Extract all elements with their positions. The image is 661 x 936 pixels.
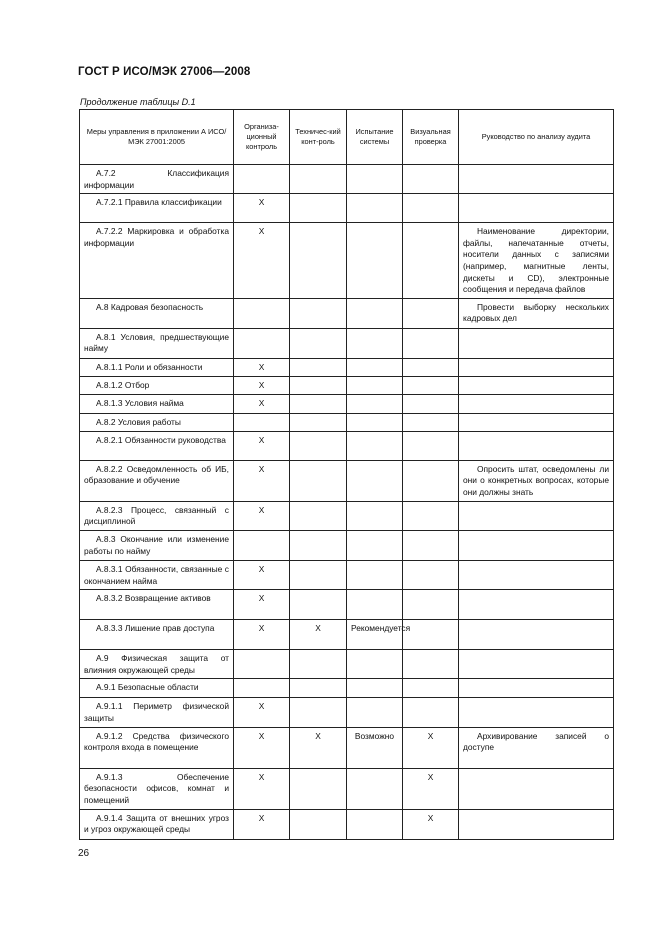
audit-guidance-cell [459,768,614,809]
system-test-cell [347,298,403,328]
organizational-mark-cell: X [234,394,290,413]
audit-guidance-cell [459,431,614,460]
audit-guidance-cell-text: Опросить штат, осведомлены ли они о конкретных вопросах, которые они должны знать [463,463,609,497]
visual-mark-cell [403,560,459,589]
system-test-cell [347,223,403,299]
measure-cell-text: А.8 Кадровая безопасность [96,301,204,312]
system-test-cell [347,560,403,589]
page-number: 26 [78,848,90,859]
system-test-cell [347,501,403,530]
technical-mark-cell [290,413,347,431]
audit-controls-table [79,109,614,840]
audit-guidance-cell [459,530,614,560]
audit-guidance-cell [459,727,614,768]
organizational-mark-cell: X [234,590,290,620]
audit-guidance-cell [459,298,614,328]
measure-cell-text: А.9.1.2 Средства физического контроля входа в помещение [84,730,229,753]
measure-cell-text: А.8.3 Окончание или изменение работы по найму [84,533,229,556]
table-row [80,501,614,530]
table-row [80,620,614,650]
table-row [80,223,614,299]
organizational-mark-cell: X [234,620,290,650]
audit-guidance-cell [459,590,614,620]
visual-mark-cell [403,298,459,328]
table-row [80,698,614,727]
measure-cell [80,223,234,299]
table-row [80,590,614,620]
measure-cell-text: А.8.3.2 Возвращение активов [96,593,211,604]
organizational-mark-cell: X [234,768,290,809]
system-test-cell: Возможно [347,727,403,768]
organizational-mark-cell: X [234,376,290,394]
measure-cell [80,768,234,809]
audit-guidance-cell [459,394,614,413]
table-row [80,809,614,839]
technical-mark-cell [290,194,347,223]
audit-guidance-cell [459,223,614,299]
visual-mark-cell [403,679,459,698]
technical-mark-cell [290,650,347,679]
organizational-mark-cell [234,298,290,328]
visual-mark-cell: X [403,727,459,768]
table-row [80,358,614,376]
technical-mark-cell [290,679,347,698]
column-header-organizational: Организа-ционный контроль [234,110,290,165]
technical-mark-cell [290,460,347,501]
measure-cell [80,413,234,431]
technical-mark-cell [290,560,347,589]
table-row [80,328,614,358]
measure-cell [80,809,234,839]
visual-mark-cell [403,590,459,620]
measure-cell [80,394,234,413]
measure-cell [80,194,234,223]
measure-cell [80,727,234,768]
organizational-mark-cell [234,530,290,560]
visual-mark-cell [403,650,459,679]
visual-mark-cell [403,165,459,194]
organizational-mark-cell: X [234,501,290,530]
technical-mark-cell: X [290,620,347,650]
system-test-cell [347,394,403,413]
technical-mark-cell [290,328,347,358]
audit-guidance-cell [459,460,614,501]
measure-cell-text: А.8.1.2 Отбор [96,379,150,390]
system-test-cell [347,768,403,809]
measure-cell-text: А.9.1.1 Периметр физической защиты [84,701,229,723]
measure-cell-text: А.8.2 Условия работы [96,416,181,427]
measure-cell [80,460,234,501]
audit-guidance-cell [459,328,614,358]
column-header-visual: Визуальная проверка [403,110,459,165]
measure-cell-text: А.9 Физическая защита от влияния окружающей среды [84,653,229,675]
organizational-mark-cell: X [234,223,290,299]
system-test-cell [347,698,403,727]
system-test-cell [347,376,403,394]
measure-cell-text: А.8.2.2 Осведомленность об ИБ, образование и обучение [84,463,229,486]
measure-cell-text: А.9.1 Безопасные области [96,682,199,693]
system-test-cell [347,809,403,839]
system-test-cell [347,679,403,698]
measure-cell-text: А.8.3.3 Лишение прав доступа [96,623,215,634]
visual-mark-cell: X [403,809,459,839]
technical-mark-cell [290,530,347,560]
measure-cell [80,590,234,620]
technical-mark-cell: X [290,727,347,768]
organizational-mark-cell: X [234,698,290,727]
technical-mark-cell [290,809,347,839]
system-test-cell [347,530,403,560]
technical-mark-cell [290,501,347,530]
table-row [80,727,614,768]
table-header-row [80,110,614,165]
system-test-cell [347,413,403,431]
technical-mark-cell [290,358,347,376]
audit-guidance-cell [459,679,614,698]
organizational-mark-cell [234,165,290,194]
visual-mark-cell [403,194,459,223]
organizational-mark-cell [234,650,290,679]
table-row [80,194,614,223]
visual-mark-cell [403,698,459,727]
organizational-mark-cell: X [234,460,290,501]
audit-guidance-cell [459,165,614,194]
measure-cell-text: А.8.1.1 Роли и обязанности [96,361,203,372]
technical-mark-cell [290,223,347,299]
measure-cell [80,431,234,460]
table-row [80,560,614,589]
organizational-mark-cell: X [234,560,290,589]
system-test-cell [347,650,403,679]
technical-mark-cell [290,376,347,394]
visual-mark-cell [403,431,459,460]
measure-cell [80,501,234,530]
measure-cell-text: А.9.1.4 Защита от внешних угроз и угроз окружающей среды [84,812,229,835]
audit-guidance-cell-text: Наименование директории, файлы, напечатанные отчеты, носители данных с записями (например, магнитные ленты, дискеты и CD), электронные сообщения и передача файлов [463,226,609,295]
measure-cell-text: А.8.2.3 Процесс, связанный с дисциплиной [84,504,229,527]
audit-guidance-cell [459,698,614,727]
audit-guidance-cell [459,194,614,223]
measure-cell-text: А.7.2 Классификация информации [84,168,229,190]
system-test-cell [347,431,403,460]
system-test-cell [347,194,403,223]
measure-cell-text: А.8.1.3 Условия найма [96,397,184,408]
system-test-cell [347,460,403,501]
table-body [80,165,614,840]
organizational-mark-cell: X [234,727,290,768]
measure-cell-text: А.8.1 Условия, предшествующие найму [84,331,229,354]
measure-cell [80,358,234,376]
system-test-cell [347,590,403,620]
measure-cell [80,698,234,727]
audit-guidance-cell [459,809,614,839]
document-header: ГОСТ Р ИСО/МЭК 27006—2008 [78,66,251,78]
audit-guidance-cell [459,413,614,431]
column-header-system-test: Испытание системы [347,110,403,165]
audit-guidance-cell [459,501,614,530]
measure-cell-text: А.7.2.2 Маркировка и обработка информации [84,226,229,248]
organizational-mark-cell [234,328,290,358]
table-row [80,460,614,501]
audit-guidance-cell [459,358,614,376]
visual-mark-cell [403,620,459,650]
organizational-mark-cell [234,679,290,698]
system-test-cell [347,328,403,358]
system-test-cell: Рекомендуется [347,620,403,650]
table-row [80,165,614,194]
technical-mark-cell [290,768,347,809]
table-row [80,650,614,679]
visual-mark-cell [403,358,459,376]
table-row [80,431,614,460]
visual-mark-cell [403,530,459,560]
organizational-mark-cell [234,413,290,431]
visual-mark-cell [403,394,459,413]
organizational-mark-cell: X [234,809,290,839]
technical-mark-cell [290,165,347,194]
technical-mark-cell [290,590,347,620]
measure-cell-text: А.8.3.1 Обязанности, связанные с окончанием найма [84,563,229,586]
table-row [80,376,614,394]
table-row [80,768,614,809]
table-row [80,394,614,413]
audit-guidance-cell [459,560,614,589]
table-row [80,679,614,698]
column-header-measures: Меры управления в приложении А ИСО/МЭК 27001:2005 [80,110,234,165]
table-row [80,530,614,560]
measure-cell [80,165,234,194]
measure-cell [80,650,234,679]
measure-cell [80,560,234,589]
column-header-audit-guidance: Руководство по анализу аудита [459,110,614,165]
table-continuation-note: Продолжение таблицы D.1 [80,97,196,107]
measure-cell-text: А.9.1.3 Обеспечение безопасности офисов, комнат и помещений [84,771,229,805]
visual-mark-cell [403,501,459,530]
visual-mark-cell [403,413,459,431]
column-header-technical: Техничес-кий конт-роль [290,110,347,165]
audit-guidance-cell [459,620,614,650]
measure-cell [80,530,234,560]
audit-guidance-cell-text: Архивирование записей о доступе [463,730,609,753]
measure-cell [80,679,234,698]
visual-mark-cell [403,328,459,358]
measure-cell-text: А.7.2.1 Правила классификации [96,197,222,208]
measure-cell [80,298,234,328]
technical-mark-cell [290,298,347,328]
measure-cell [80,376,234,394]
measure-cell [80,620,234,650]
measure-cell [80,328,234,358]
organizational-mark-cell: X [234,194,290,223]
visual-mark-cell: X [403,768,459,809]
visual-mark-cell [403,223,459,299]
technical-mark-cell [290,394,347,413]
table-row [80,413,614,431]
visual-mark-cell [403,460,459,501]
organizational-mark-cell: X [234,358,290,376]
system-test-cell [347,358,403,376]
visual-mark-cell [403,376,459,394]
organizational-mark-cell: X [234,431,290,460]
table-row [80,298,614,328]
technical-mark-cell [290,698,347,727]
audit-guidance-cell [459,650,614,679]
audit-guidance-cell-text: Провести выборку нескольких кадровых дел [463,301,609,324]
system-test-cell [347,165,403,194]
technical-mark-cell [290,431,347,460]
audit-guidance-cell [459,376,614,394]
measure-cell-text: А.8.2.1 Обязанности руководства [96,434,226,445]
